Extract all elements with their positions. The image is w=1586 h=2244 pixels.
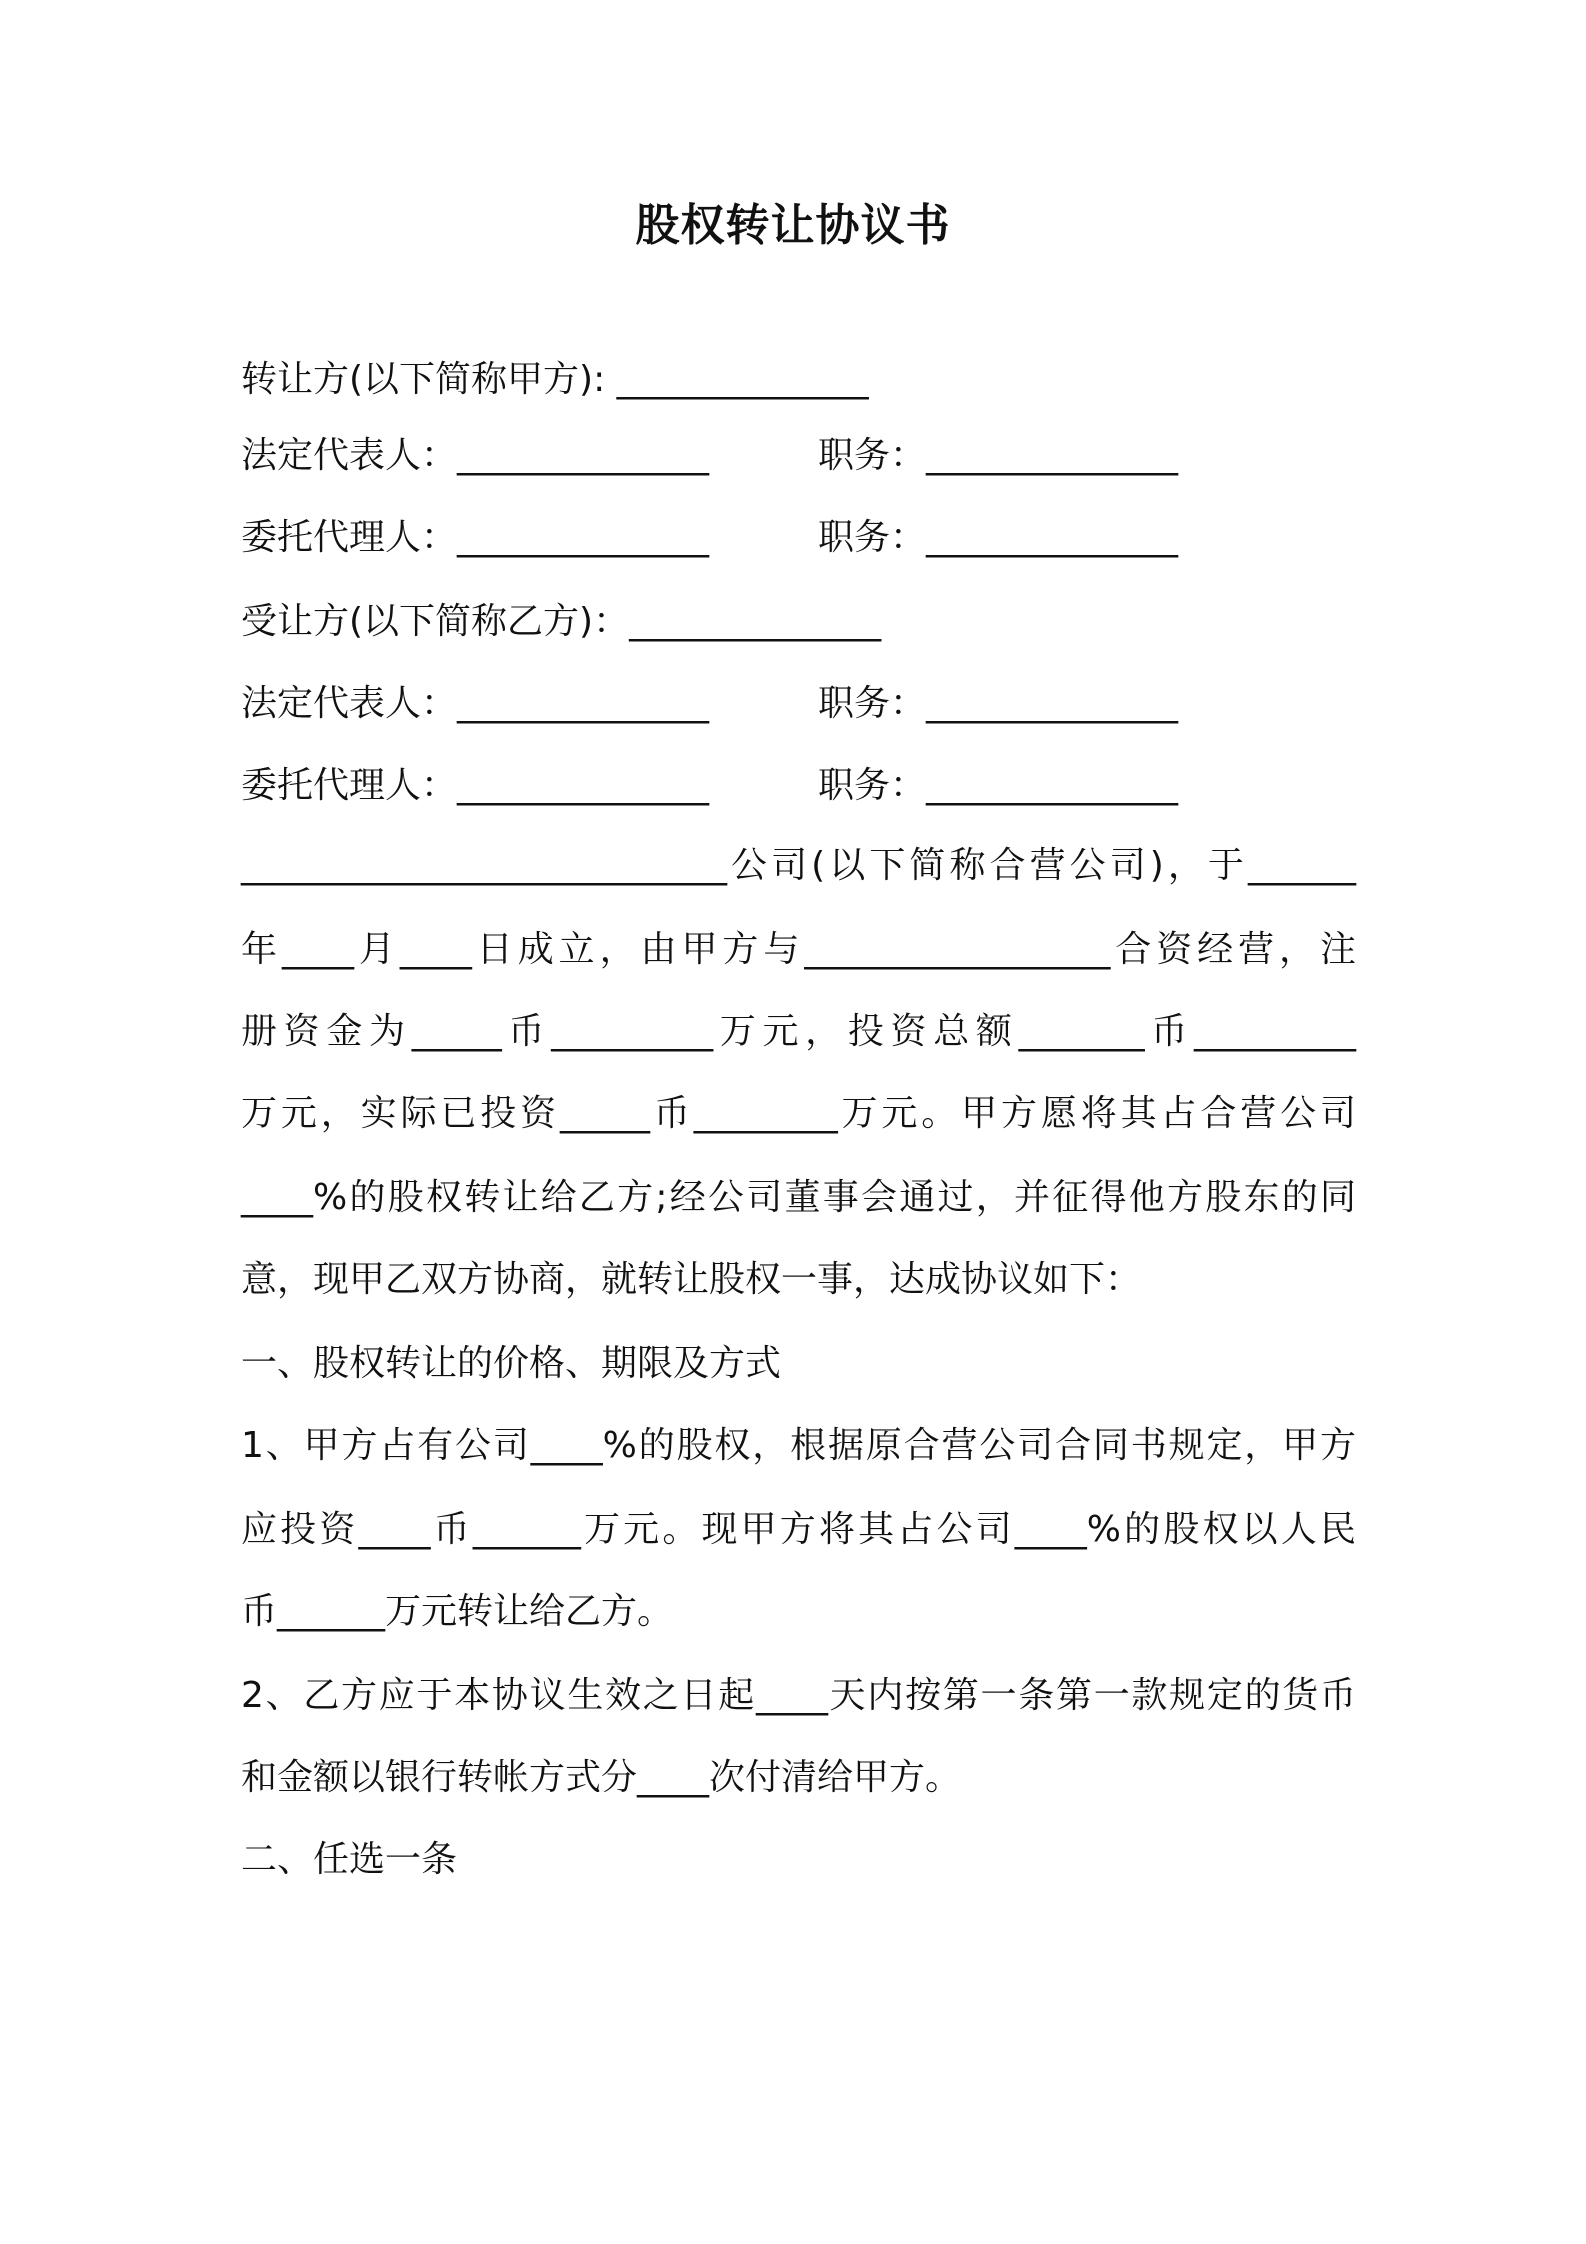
document-title: 股权转让协议书 <box>635 200 951 251</box>
transferor-agent-position: 职务：______________ <box>818 517 1179 558</box>
preamble-line: 万元，实际已投资_____币________万元。甲方愿将其占合营公司 <box>241 1093 1356 1134</box>
transferee-legal-rep: 法定代表人：______________ <box>241 683 710 724</box>
clause-1-line: 应投资____币______万元。现甲方将其占公司____%的股权以人民 <box>241 1509 1356 1550</box>
transferee-line: 受让方(以下简称乙方)：______________ <box>241 601 882 642</box>
clause-1-line: 币______万元转让给乙方。 <box>241 1591 674 1632</box>
transferee-agent: 委托代理人：______________ <box>241 765 710 806</box>
preamble-line: 年____月____日成立，由甲方与_________________合资经营，注 <box>241 929 1356 970</box>
preamble-line: ____%的股权转让给乙方;经公司董事会通过，并征得他方股东的同 <box>241 1177 1356 1218</box>
section-1-heading: 一、股权转让的价格、期限及方式 <box>241 1343 782 1384</box>
preamble-line: 册资金为_____币_________万元，投资总额_______币_________ <box>241 1011 1356 1052</box>
transferee-agent-position: 职务：______________ <box>818 765 1179 806</box>
clause-1-line: 1、甲方占有公司____%的股权，根据原合营公司合同书规定，甲方 <box>241 1425 1356 1466</box>
clause-2-line: 和金额以银行转帐方式分____次付清给甲方。 <box>241 1757 962 1798</box>
preamble-line: ___________________________公司(以下简称合营公司)，于______ <box>241 845 1356 886</box>
preamble-line: 意，现甲乙双方协商，就转让股权一事，达成协议如下： <box>241 1259 1142 1300</box>
transferor-line: 转让方(以下简称甲方): ______________ <box>241 359 869 400</box>
section-2-heading: 二、任选一条 <box>241 1839 458 1880</box>
transferor-legal-rep-position: 职务：______________ <box>818 435 1179 476</box>
transferor-agent: 委托代理人：______________ <box>241 517 710 558</box>
transferee-legal-rep-position: 职务：______________ <box>818 683 1179 724</box>
clause-2-line: 2、乙方应于本协议生效之日起____天内按第一条第一款规定的货币 <box>241 1675 1356 1716</box>
transferor-legal-rep: 法定代表人：______________ <box>241 435 710 476</box>
